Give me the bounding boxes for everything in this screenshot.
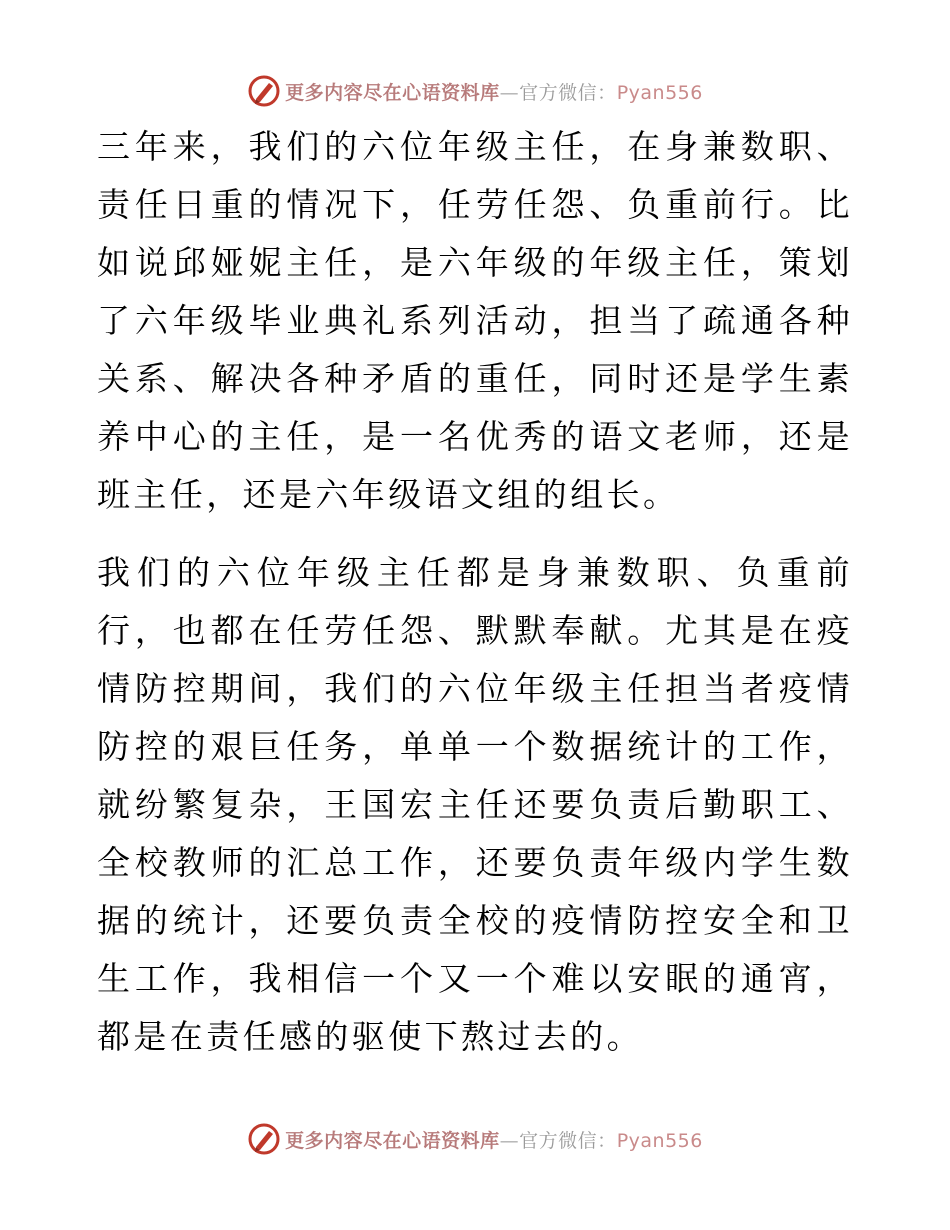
watermark-dash: — [499, 81, 520, 104]
pen-logo-icon [247, 1122, 281, 1156]
watermark-account: Pyan556 [616, 81, 703, 104]
header-watermark [0, 71, 950, 111]
watermark-label: 官方微信： [519, 1129, 617, 1152]
paragraph-2: 我们的六位年级主任都是身兼数职、负重前行，也都在任劳任怨、默默奉献。尤其是在疫情防控期间，我们的六位年级主任担当者疫情防控的艰巨任务，单单一个数据统计的工作，就纷繁复杂，王国宏主任还要负责后勤职工、全校教师的汇总工作，还要负责年级内学生数据的统计，还要负责全校的疫情防控安全和卫生工作，我相信一个又一个难以安眠的通宵，都是在责任感的驱使下熬过去的。 [97, 553, 853, 1056]
watermark-main: 更多内容尽在心语资料库 [285, 1129, 500, 1152]
watermark-main: 更多内容尽在心语资料库 [285, 81, 500, 104]
watermark-account: Pyan556 [616, 1129, 703, 1152]
document-body [97, 118, 853, 1066]
watermark-text [285, 78, 703, 105]
paragraph-1: 三年来，我们的六位年级主任，在身兼数职、责任日重的情况下，任劳任怨、负重前行。比如说邱娅妮主任，是六年级的年级主任，策划了六年级毕业典礼系列活动，担当了疏通各种关系、解决各种矛盾的重任，同时还是学生素养中心的主任，是一名优秀的语文老师，还是班主任，还是六年级语文组的组长。 [97, 127, 853, 514]
watermark-label: 官方微信： [519, 81, 617, 104]
watermark-dash: — [499, 1129, 520, 1152]
footer-watermark [0, 1119, 950, 1159]
watermark-text [285, 1126, 703, 1153]
pen-logo-icon [247, 74, 281, 108]
